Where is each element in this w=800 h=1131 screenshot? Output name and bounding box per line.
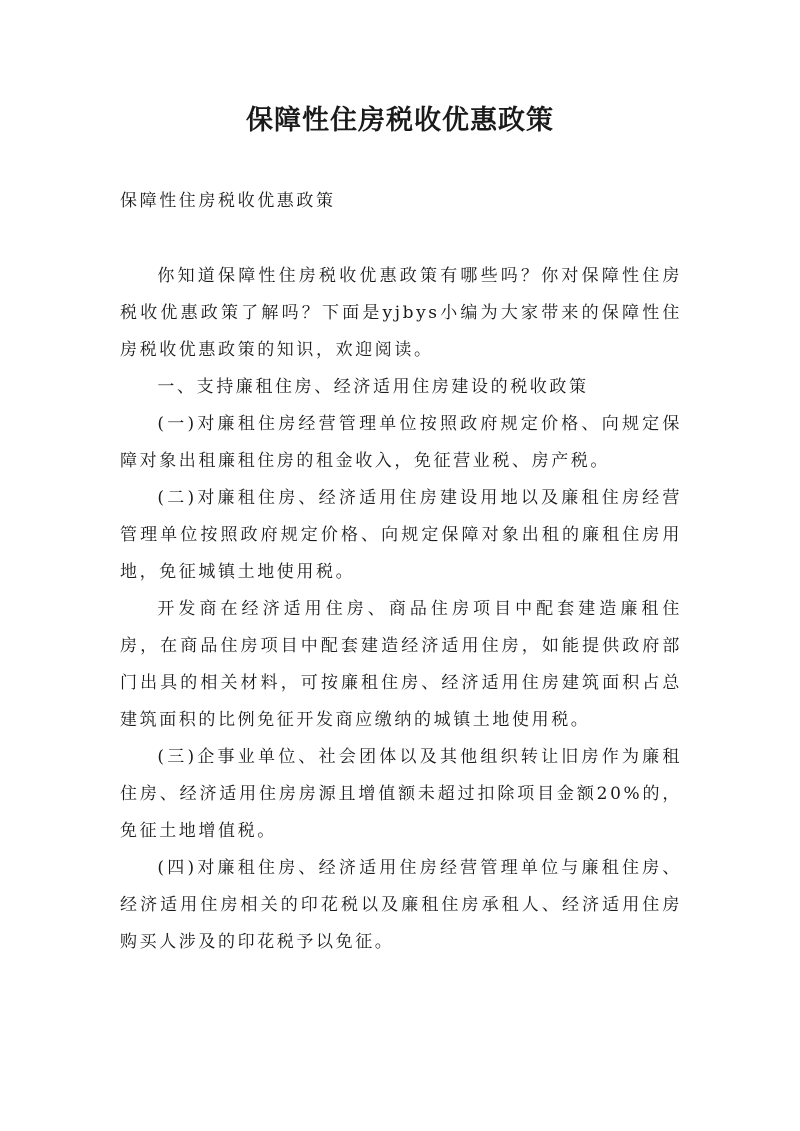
paragraph-developer: 开发商在经济适用住房、商品住房项目中配套建造廉租住房，在商品住房项目中配套建造经济适用住房，如能提供政府部门出具的相关材料，可按廉租住房、经济适用住房建筑面积占总建筑面积的比例免征开发商应缴纳的城镇土地使用税。 (120, 599, 682, 730)
paragraph-intro: 你知道保障性住房税收优惠政策有哪些吗？你对保障性住房税收优惠政策了解吗？下面是yjbys小编为大家带来的保障性住房税收优惠政策的知识，欢迎阅读。 (120, 266, 682, 360)
section-heading: 一、支持廉租住房、经济适用住房建设的税收政策 (157, 377, 589, 397)
page-title: 保障性住房税收优惠政策 (246, 105, 554, 136)
document-subtitle: 保障性住房税收优惠政策 (120, 191, 336, 211)
paragraph-item-3: (三)企事业单位、社会团体以及其他组织转让旧房作为廉租住房、经济适用住房房源且增值额未超过扣除项目金额20%的，免征土地增值税。 (120, 747, 682, 841)
document-body (120, 258, 682, 961)
paragraph-item-4: (四)对廉租住房、经济适用住房经营管理单位与廉租住房、经济适用住房相关的印花税以及廉租住房承租人、经济适用住房购买人涉及的印花税予以免征。 (120, 858, 682, 952)
paragraph-item-2: (二)对廉租住房、经济适用住房建设用地以及廉租住房经营管理单位按照政府规定价格、向规定保障对象出租的廉租住房用地，免征城镇土地使用税。 (120, 488, 682, 582)
paragraph-item-1: (一)对廉租住房经营管理单位按照政府规定价格、向规定保障对象出租廉租住房的租金收入，免征营业税、房产税。 (120, 414, 682, 471)
